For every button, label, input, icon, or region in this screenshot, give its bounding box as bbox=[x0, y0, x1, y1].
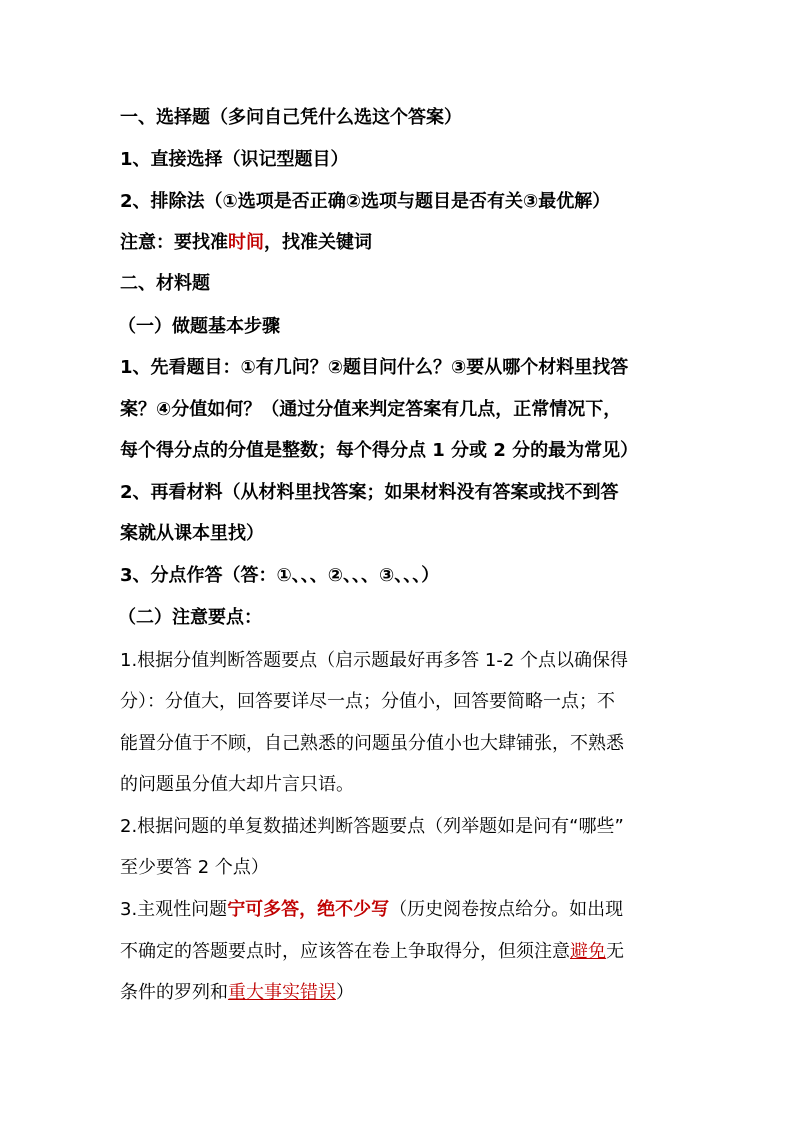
step2-line2: 案就从课本里找） bbox=[120, 523, 264, 544]
point3-line2 bbox=[120, 940, 624, 964]
step1-line1: 1、先看题目：①有几问？②题目问什么？③要从哪个材料里找答 bbox=[120, 357, 629, 378]
point3-line2-highlight: 避免 bbox=[570, 941, 606, 962]
point3-line2-suffix: 无 bbox=[606, 941, 624, 962]
step2-line1: 2、再看材料（从材料里找答案；如果材料没有答案或找不到答 bbox=[120, 482, 619, 503]
point3-line1 bbox=[120, 898, 623, 922]
step1-line3: 每个得分点的分值是整数；每个得分点 1 分或 2 分的最为常见） bbox=[120, 440, 639, 461]
point3-suffix: （历史阅卷按点给分。如出现 bbox=[389, 899, 624, 920]
point1-line1: 1.根据分值判断答题要点（启示题最好再多答 1-2 个点以确保得 bbox=[120, 650, 629, 671]
point3-prefix: 3.主观性问题 bbox=[120, 899, 228, 920]
point1-line2: 分）：分值大，回答要详尽一点；分值小，回答要简略一点；不 bbox=[120, 691, 615, 712]
point3-line3-suffix: ） bbox=[336, 982, 354, 1003]
point1-line3: 能置分值于不顾，自己熟悉的问题虽分值小也大肆铺张，不熟悉 bbox=[120, 733, 624, 754]
step3: 3、分点作答（答：①、、、②、、、③、、、） bbox=[120, 565, 440, 586]
point2-line2: 至少要答 2 个点） bbox=[120, 857, 269, 878]
section1-item1: 1、直接选择（识记型题目） bbox=[120, 149, 349, 170]
section1-item2: 2、排除法（①选项是否正确②选项与题目是否有关③最优解） bbox=[120, 191, 611, 212]
point3-line3 bbox=[120, 981, 354, 1005]
section2-heading: 二、材料题 bbox=[120, 273, 210, 294]
section1-heading: 一、选择题（多问自己凭什么选这个答案） bbox=[120, 107, 462, 128]
point3-line3-prefix: 条件的罗列和 bbox=[120, 982, 228, 1003]
note-suffix: ，找准关键词 bbox=[264, 232, 372, 253]
subsection1-heading: （一）做题基本步骤 bbox=[118, 316, 280, 337]
subsection2-heading: （二）注意要点： bbox=[118, 607, 262, 628]
note-prefix: 注意：要找准 bbox=[120, 232, 228, 253]
note-highlight: 时间 bbox=[228, 232, 264, 253]
point3-line2-prefix: 不确定的答题要点时，应该答在卷上争取得分，但须注意 bbox=[120, 941, 570, 962]
point3-highlight: 宁可多答，绝不少写 bbox=[227, 899, 390, 920]
step1-line2: 案？④分值如何？（通过分值来判定答案有几点，正常情况下， bbox=[120, 399, 622, 420]
section1-note bbox=[120, 231, 372, 255]
point2-line1: 2.根据问题的单复数描述判断答题要点（列举题如是问有“哪些” bbox=[120, 816, 624, 837]
point3-line3-highlight: 重大事实错误 bbox=[228, 982, 336, 1003]
point1-line4: 的问题虽分值大却片言只语。 bbox=[120, 774, 354, 795]
